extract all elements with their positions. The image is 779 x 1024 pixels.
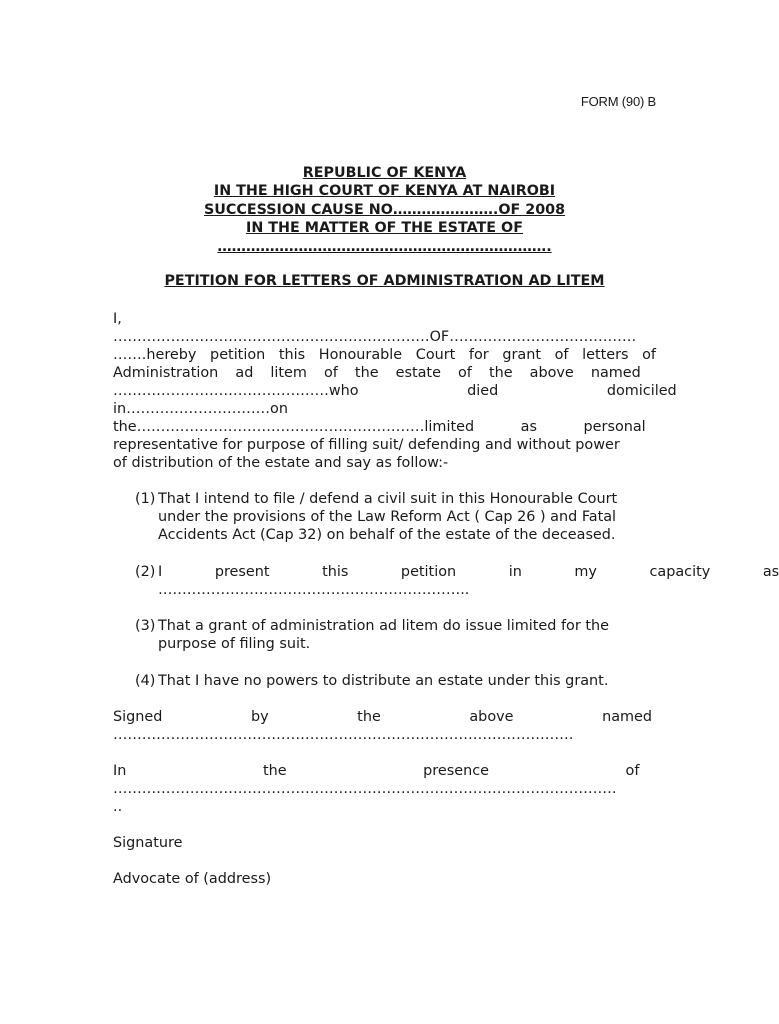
intro-line: in…………………………on (113, 401, 288, 417)
intro-line: the……………………………………………………limited as personal (113, 419, 646, 435)
intro-line: of distribution of the estate and say as follow:- (113, 455, 449, 471)
heading-court: IN THE HIGH COURT OF KENYA AT NAIROBI (213, 183, 556, 200)
list-item-number: (4) (135, 673, 156, 689)
list-item-line: That I have no powers to distribute an estate under this grant. (158, 673, 609, 689)
list-item-line: That a grant of administration ad litem do issue limited for the (158, 618, 609, 634)
list-item-line: That I intend to file / defend a civil suit in this Honourable Court (158, 491, 618, 507)
signature-label: Signature (113, 835, 183, 851)
form-number: FORM (90) B (580, 94, 656, 109)
heading-republic: REPUBLIC OF KENYA (302, 165, 467, 181)
signed-by-blank: …………………………………………………………………………………… (113, 727, 574, 743)
document-heading (113, 164, 656, 256)
presence-blank: …………………………………………………………………………………………… (113, 781, 617, 797)
list-item-line: ……………………………………………………….. (158, 582, 470, 598)
intro-line: ………………………………………who died domiciled (113, 383, 677, 399)
intro-line: I, (113, 311, 122, 327)
intro-line: …………………………………………………………OF………………………………… (113, 329, 637, 345)
presence-label: In the presence of (113, 763, 640, 779)
list-item-number: (1) (135, 491, 156, 507)
intro-line: representative for purpose of filling suit/ defending and without power (113, 437, 620, 453)
signed-by-label: Signed by the above named (113, 709, 653, 725)
heading-cause-number: SUCCESSION CAUSE NO………………….OF 2008 (203, 201, 566, 218)
list-item-number: (2) (135, 564, 156, 580)
heading-estate-blank: ……………………………………………………………. (217, 238, 552, 255)
list-item-line: under the provisions of the Law Reform Act ( Cap 26 ) and Fatal (158, 509, 617, 525)
advocate-address-label: Advocate of (address) (113, 871, 272, 887)
list-item-line: I present this petition in my capacity as (158, 564, 779, 580)
intro-line: Administration ad litem of the estate of the above named (113, 365, 641, 381)
intro-line: …….hereby petition this Honourable Court for grant of letters of (113, 347, 656, 363)
petition-title: PETITION FOR LETTERS OF ADMINISTRATION AD LITEM (164, 273, 605, 289)
list-item-number: (3) (135, 618, 156, 634)
heading-matter-of-estate: IN THE MATTER OF THE ESTATE OF (246, 220, 523, 237)
list-item-line: Accidents Act (Cap 32) on behalf of the estate of the deceased. (158, 527, 616, 543)
list-item-line: purpose of filing suit. (158, 636, 311, 652)
presence-blank-continued: .. (113, 799, 123, 815)
